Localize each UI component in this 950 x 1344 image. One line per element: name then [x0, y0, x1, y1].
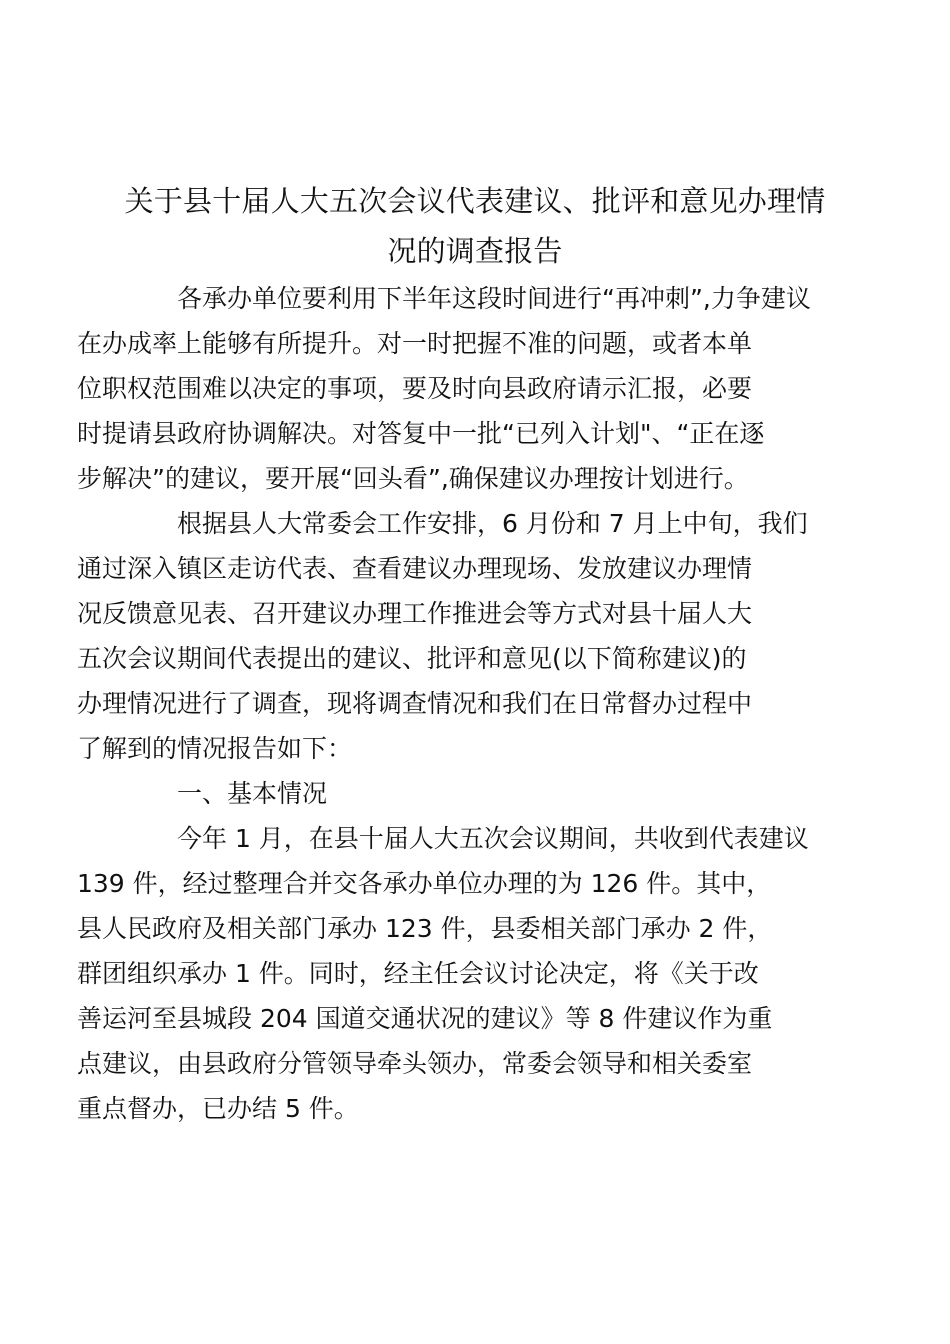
text-line: 善运河至县城段 204 国道交通状况的建议》等 8 件建议作为重: [77, 1004, 773, 1033]
text-line: 重点督办，已办结 5 件。: [77, 1094, 359, 1123]
paragraph-1: [77, 276, 831, 501]
text-line: 况反馈意见表、召开建议办理工作推进会等方式对县十届人大: [77, 599, 753, 628]
text-line: 根据县人大常委会工作安排，6 月份和 7 月上中旬，我们: [177, 509, 808, 538]
text-line: 办理情况进行了调查，现将调查情况和我们在日常督办过程中: [77, 689, 753, 718]
text-line: 五次会议期间代表提出的建议、批评和意见(以下简称建议)的: [77, 644, 747, 673]
text-line: 群团组织承办 1 件。同时，经主任会议讨论决定，将《关于改: [77, 959, 759, 988]
text-line: 点建议，由县政府分管领导牵头领办，常委会领导和相关委室: [77, 1049, 753, 1078]
title-line-2: 况的调查报告: [387, 234, 563, 268]
paragraph-2: [77, 501, 831, 771]
text-line: 时提请县政府协调解决。对答复中一批“已列入计划"、“正在逐: [77, 419, 765, 448]
text-line: 通过深入镇区走访代表、查看建议办理现场、发放建议办理情: [77, 554, 753, 583]
text-line: 步解决”的建议，要开展“回头看”,确保建议办理按计划进行。: [77, 464, 749, 493]
text-line: 在办成率上能够有所提升。对一时把握不准的问题，或者本单: [77, 329, 753, 358]
document-title: [118, 176, 832, 276]
title-line-1: 关于县十届人大五次会议代表建议、批评和意见办理情: [124, 184, 826, 218]
text-line: 县人民政府及相关部门承办 123 件，县委相关部门承办 2 件，: [77, 914, 773, 943]
text-line: 各承办单位要利用下半年这段时间进行“再冲刺”,力争建议: [177, 284, 811, 313]
text-line: 了解到的情况报告如下：: [77, 734, 353, 763]
text-line: 139 件，经过整理合并交各承办单位办理的为 126 件。其中，: [77, 869, 772, 898]
document-body: [77, 276, 831, 1131]
text-line: 位职权范围难以决定的事项，要及时向县政府请示汇报，必要: [77, 374, 753, 403]
text-line: 今年 1 月，在县十届人大五次会议期间，共收到代表建议: [177, 824, 809, 853]
section-heading-basic-situation: [127, 771, 831, 816]
section-heading-text: 一、基本情况: [177, 779, 328, 808]
paragraph-4: [77, 816, 831, 1131]
